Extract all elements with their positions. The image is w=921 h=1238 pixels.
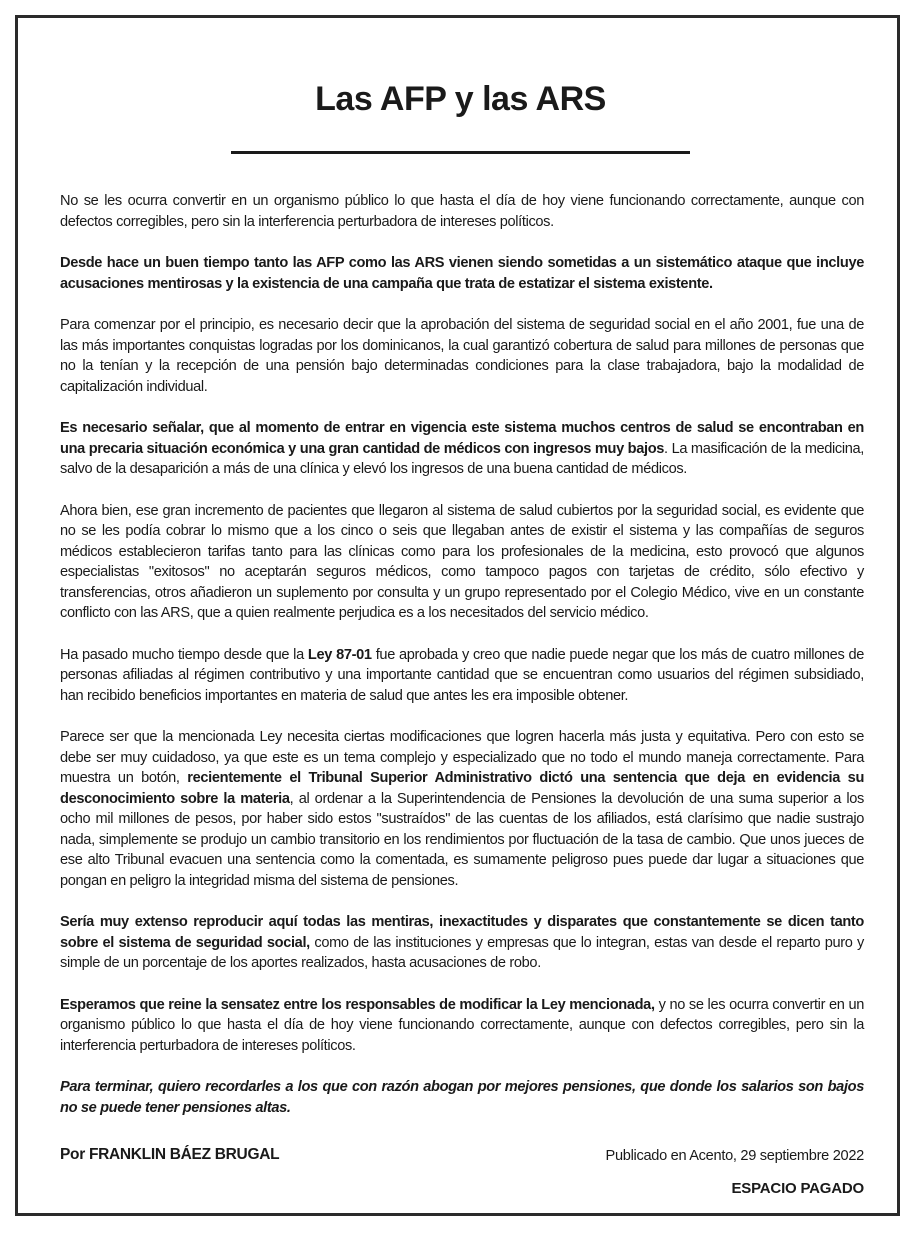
paragraph-4-bold: Es necesario señalar, que al momento de entrar en vigencia este sistema muchos centros de salud se encontraban en una precaria situación económica y una gran cantidad de médicos con ingresos muy bajos [60,420,864,457]
page-title: Las AFP y las ARS [315,80,606,118]
paragraph-4-rest: . La masificación de la medicina, salvo de la desaparición a más de una clínica y elevó los ingresos de una buena cantidad de médicos. [60,440,865,477]
paragraph-2: Desde hace un buen tiempo tanto las AFP como las ARS vienen siendo sometidas a un sistemático ataque que incluye acusaciones mentirosas y la existencia de una campaña que trata de estatizar el sistema existente. [60,255,864,292]
paragraph-3: Para comenzar por el principio, es necesario decir que la aprobación del sistema de seguridad social en el año 2001, fue una de las más importantes conquistas logradas por los dominicanos, la cual garantizó cobertura de salud para millones de personas que no la tenían y la recepción de una pensión bajo determinadas condiciones para la clase trabajadora, bajo la modalidad de capitalización individual. [60,317,864,395]
paragraph-8-bold: Sería muy extenso reproducir aquí todas las mentiras, inexactitudes y disparates que constantemente se dicen tanto sobre el sistema de seguridad social, [60,914,864,951]
paragraph-5: Ahora bien, ese gran incremento de pacientes que llegaron al sistema de salud cubiertos por la seguridad social, es evidente que no se les podía cobrar lo mismo que a los cinco o seis que llegaban antes de existir el sistema y las compañías de seguros médicos establecieron tarifas tanto para las clínicas como para los profesionales de la medicina, esto provocó que algunos especialistas "exitosos" no aceptarán seguros médicos, como tampoco pagos con tarjetas de crédito, sólo efectivo y transferencias, otros añadieron un suplemento por consulta y un grupo representado por el Colegio Médico, vive en un constante conflicto con las ARS, que a quien realmente perjudica es a los necesitados del servicio médico. [60,502,864,621]
law-reference: Ley 87-01 [307,646,372,663]
paragraph-9 [60,995,864,1057]
paragraph-10: Para terminar, quiero recordarles a los que con razón abogan por mejores pensiones, que donde los salarios son bajos no se puede tener pensiones altas. [60,1079,864,1116]
paragraph-7 [60,727,864,891]
title-underline [231,151,690,154]
paragraph-8 [60,912,864,974]
paragraph-7-end: , al ordenar a la Superintendencia de Pensiones la devolución de una suma superior a los ocho mil millones de pesos, por haber sido estos "sustraídos" de las cuentas de los afiliados, está clarísimo que nadie sustrajo nada, simplemente se produjo un cambio transitorio en los rendimientos por fluctuación de la tasa de cambio. Que unos jueces de ese alto Tribunal evacuen una sentencia como la comentada, es sumamente peligroso pues puede dar lugar a situaciones que pongan en peligro la integridad misma del sistema de pensiones. [60,790,865,889]
publication-note: Publicado en Acento, 29 septiembre 2022 [605,1148,864,1164]
paragraph-9-bold: Esperamos que reine la sensatez entre los responsables de modificar la Ley mencionada, [60,996,655,1013]
paid-space-label: ESPACIO PAGADO [731,1180,864,1197]
paragraph-6-start: Ha pasado mucho tiempo desde que la [60,646,308,663]
paragraph-6 [60,645,864,707]
paragraph-7-bold: recientemente el Tribunal Superior Administrativo dictó una sentencia que deja en evidencia su desconocimiento sobre la materia [60,770,865,807]
paragraph-9-rest: y no se les ocurra convertir en un organismo público lo que hasta el día de hoy viene funcionando correctamente, aunque con defectos corregibles, pero sin la interferencia perturbadora de intereses políticos. [60,996,865,1054]
author-byline: Por FRANKLIN BÁEZ BRUGAL [60,1146,280,1163]
paragraph-8-rest: como de las instituciones y empresas que lo integran, estas van desde el reparto puro y simple de un porcentaje de los aportes realizados, hasta acusaciones de robo. [60,934,865,971]
paragraph-4 [60,418,864,480]
article-body [60,191,864,1139]
paragraph-1: No se les ocurra convertir en un organismo público lo que hasta el día de hoy viene funcionando correctamente, aunque con defectos corregibles, pero sin la interferencia perturbadora de intereses políticos. [60,193,864,230]
paragraph-7-start: Parece ser que la mencionada Ley necesita ciertas modificaciones que logren hacerla más justa y equitativa. Pero con esto se debe ser muy cuidadoso, ya que este es un tema complejo y especializado que no todo el mundo maneja correctamente. Para muestra un botón, [60,729,864,786]
paragraph-6-end: fue aprobada y creo que nadie puede negar que los más de cuatro millones de personas afiliadas al régimen contributivo y una importante cantidad que se encuentran como usuarios del régimen subsidiado, han recibido beneficios importantes en materia de salud que antes les era imposible obtener. [60,646,864,704]
